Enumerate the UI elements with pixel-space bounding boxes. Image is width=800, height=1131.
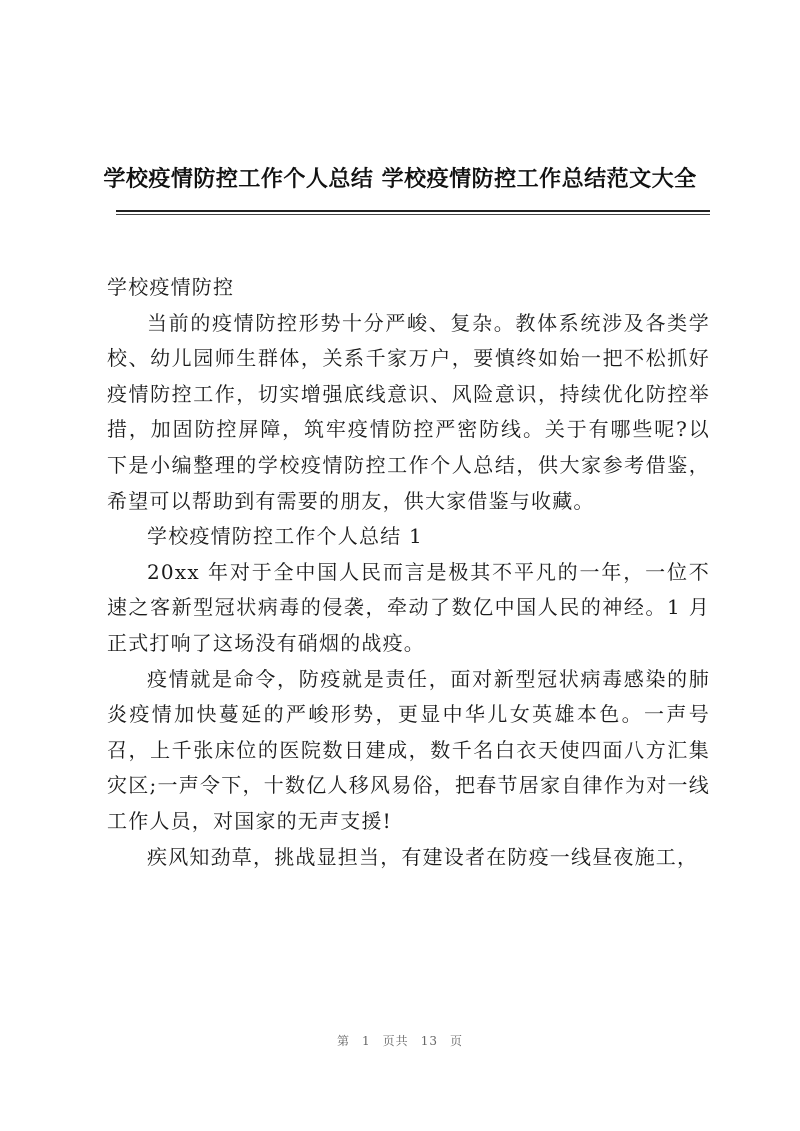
body-paragraph: 疫情就是命令，防疫就是责任，面对新型冠状病毒感染的肺炎疫情加快蔓延的严峻形势，更显中华儿女英雄本色。一声号召，上千张床位的医院数日建成，数千名白衣天使四面八方汇集灾区;一声令下，十数亿人移风易俗，把春节居家自律作为对一线工作人员，对国家的无声支援!: [107, 666, 710, 833]
title-divider: [116, 210, 710, 212]
body-paragraph: 20xx 年对于全中国人民而言是极其不平凡的一年，一位不速之客新型冠状病毒的侵袭，牵动了数亿中国人民的神经。1 月正式打响了这场没有硝烟的战疫。: [107, 559, 710, 655]
current-page-number: 1: [362, 1034, 371, 1048]
page-footer: [0, 1032, 800, 1049]
total-pages-number: 13: [420, 1034, 438, 1048]
document-body: [107, 270, 710, 875]
subsection-heading: 学校疫情防控工作个人总结 1: [147, 524, 423, 549]
section-heading: 学校疫情防控: [107, 275, 235, 299]
page-label-suffix: 页: [449, 1034, 463, 1048]
page-label-prefix: 第: [337, 1034, 351, 1048]
body-paragraph: 当前的疫情防控形势十分严峻、复杂。教体系统涉及各类学校、幼儿园师生群体，关系千家万户，要慎终如始一把不松抓好疫情防控工作，切实增强底线意识、风险意识，持续优化防控举措，加固防控屏障，筑牢疫情防控严密防线。关于有哪些呢?以下是小编整理的学校疫情防控工作个人总结，供大家参考借鉴，希望可以帮助到有需要的朋友，供大家借鉴与收藏。: [107, 310, 710, 513]
body-paragraph: 疾风知劲草，挑战显担当，有建设者在防疫一线昼夜施工，: [147, 844, 699, 869]
title-divider-thin: [116, 214, 710, 215]
page-label-mid: 页共: [382, 1034, 409, 1048]
document-title: 学校疫情防控工作个人总结 学校疫情防控工作总结范文大全: [103, 166, 697, 192]
